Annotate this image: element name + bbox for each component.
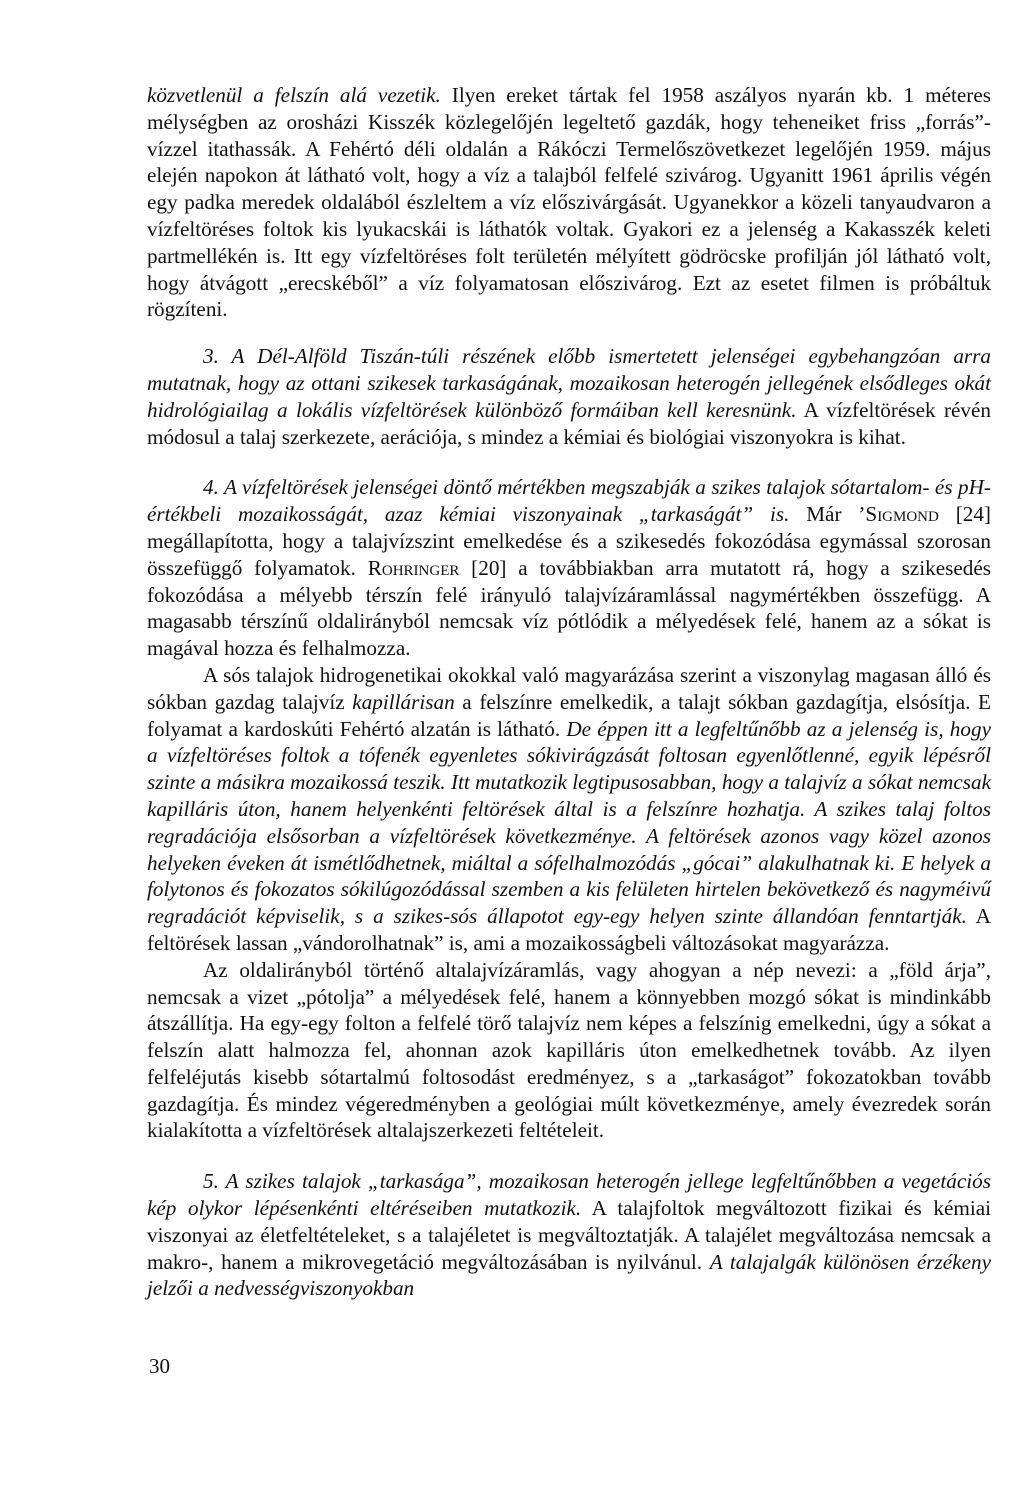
paragraph-3	[147, 474, 991, 662]
paragraph-5	[147, 957, 991, 1145]
italic-text-run: kapillárisan	[352, 689, 455, 714]
author-name: Sigmond	[865, 502, 939, 527]
page-number: 30	[149, 1354, 170, 1378]
author-name: Rohringer	[367, 555, 460, 580]
italic-text-run: 5. A szikes talajok „tarkasága”, mozaikosan heterogén jellege legfeltűnőbben a vegetációs kép olykor lépésenkénti eltéréseiben mutatkozik.	[147, 1169, 991, 1221]
document-body	[147, 82, 991, 1302]
text-run: A vízfeltörések révén módosul a talaj szerkezete, aerációja, s mindez a kémiai és biológiai viszonyokra is kihat.	[147, 397, 991, 449]
italic-text-run: 3. A Dél-Alföld Tiszán-túli részének előbb ismertetett jelenségei egybehangzóan arra mutatnak, hogy az ottani szikesek tarkaságának, mozaikosan heterogén jellegének elsődleges okát hidrológiailag a lokális vízfeltörések különböző formáiban kell keresnünk.	[147, 344, 991, 422]
italic-text-run: A talajalgák különösen érzékeny jelzői a nedvességviszonyokban	[147, 1249, 991, 1301]
text-run: a felszínre emelkedik, a talajt sókban gazdagítja, elsósítja. E folyamat a kardoskúti Fehértó alzatán is látható.	[147, 689, 991, 741]
italic-text-run: De éppen itt a legfeltűnőbb az a jelenség is, hogy a vízfeltöréses foltok a tófenék egyenletes sókivirágzását foltosan egyenlőtlenné, egyik lépésről szinte a másikra mozaikossá teszik. Itt mutatkozik legtipusosabban, hogy a talajvíz a sókat nemcsak kapilláris úton, hanem helyenkénti feltörések által is a felszínre hozhatja. A szikes talaj foltos regradációja elsősorban a vízfeltörések következménye. A feltörések azonos vagy közel azonos helyeken éveken át ismétlődhetnek, miáltal a sófelhalmozódás „gócai” alakulhatnak ki. E helyek a folytonos és fokozatos sókilúgozódással szemben a kis felületen hirtelen bekövetkező és nagyméivű regradációt képviselik, s a szikes-sós állapotot egy-egy helyen szinte állandóan fenntartják.	[147, 716, 991, 929]
italic-text-run: közvetlenül a felszín alá vezetik.	[147, 83, 441, 107]
text-run: Ilyen ereket tártak fel 1958 aszályos nyarán kb. 1 méteres mélységben az orosházi Kisszék közlegelőjén legeltető gazdák, hogy teheneiket friss „forrás”-vízzel itathassák. A Fehértó déli oldalán a Rákóczi Termelőszövetkezet legelőjén 1959. május elején napokon át látható volt, hogy a víz a talajból felfelé szivárog. Ugyanitt 1961 április végén egy padka meredek oldalából észleltem a víz előszivárgását. Ugyanekkor a közeli tanyaudvaron a vízfeltöréses foltok kis lyukacskái is láthatók voltak. Gyakori ez a jelenség a Kakasszék keleti partmellékén is. Itt egy vízfeltöréses folt területén mélyített gödröcske profilján jól látható volt, hogy átvágott „erecskéből” a víz folyamatosan előszivárog. Ezt az esetet filmen is próbáltuk rögzíteni.	[147, 83, 991, 322]
text-run: A talajfoltok megváltozott fizikai és kémiai viszonyai az életfeltételeket, s a talajéletet is megváltoztatják. A talajélet megváltozása nemcsak a makro-, hanem a mikrovegetáció megváltozásában is nyilvánul.	[147, 1196, 992, 1274]
text-run: A feltörések lassan „vándorolhatnak” is, ami a mozaikosságbeli változásokat magyarázza.	[147, 904, 991, 955]
text-run: Már ’	[789, 502, 866, 527]
paragraph-6	[147, 1168, 991, 1302]
paragraph-2	[147, 343, 991, 450]
paragraph-1	[147, 82, 991, 323]
text-run: [24] megállapította, hogy a talajvízszint emelkedése és a szikesedés fokozódása egymással szorosan összefüggő folyamatok.	[147, 502, 991, 580]
paragraph-4	[147, 662, 991, 957]
text-run: [20] a továbbiakban arra mutatott rá, hogy a szikesedés fokozódása a mélyebb térszín felé irányuló talajvízáramlással nagymértékben összefügg. A magasabb térszínű oldalirányból nemcsak víz pótlódik a mélyedések felé, hanem az a sókat is magával hozza és felhalmozza.	[147, 555, 991, 661]
text-run: A sós talajok hidrogenetikai okokkal való magyarázása szerint a viszonylag magasan álló és sókban gazdag talajvíz	[147, 662, 991, 714]
text-run: Az oldalirányból történő altalajvízáramlás, vagy ahogyan a nép nevezi: a „föld árja”, nemcsak a vizet „pótolja” a mélyedések felé, hanem a könnyebben mozgó sókat is mindinkább átszállítja. Ha egy-egy folton a felfelé törő talajvíz nem képes a felszínig emelkedni, úgy a sókat a felszín alatt halmozza fel, ahonnan azok kapilláris úton emelkedhetnek tovább. Az ilyen felfeléjutás kisebb sótartalmú foltosodást eredményez, s a „tarkaságot” fokozatokban tovább gazdagítja. És mindez végeredményben a geológiai múlt következménye, amely évezredek során kialakította a vízfeltörések altalajszerkezeti feltételeit.	[147, 957, 991, 1143]
italic-text-run: 4. A vízfeltörések jelenségei döntő mértékben megszabják a szikes talajok sótartalom- és pH-értékbeli mozaikosságát, azaz kémiai viszonyainak „tarkaságát” is.	[147, 475, 991, 527]
